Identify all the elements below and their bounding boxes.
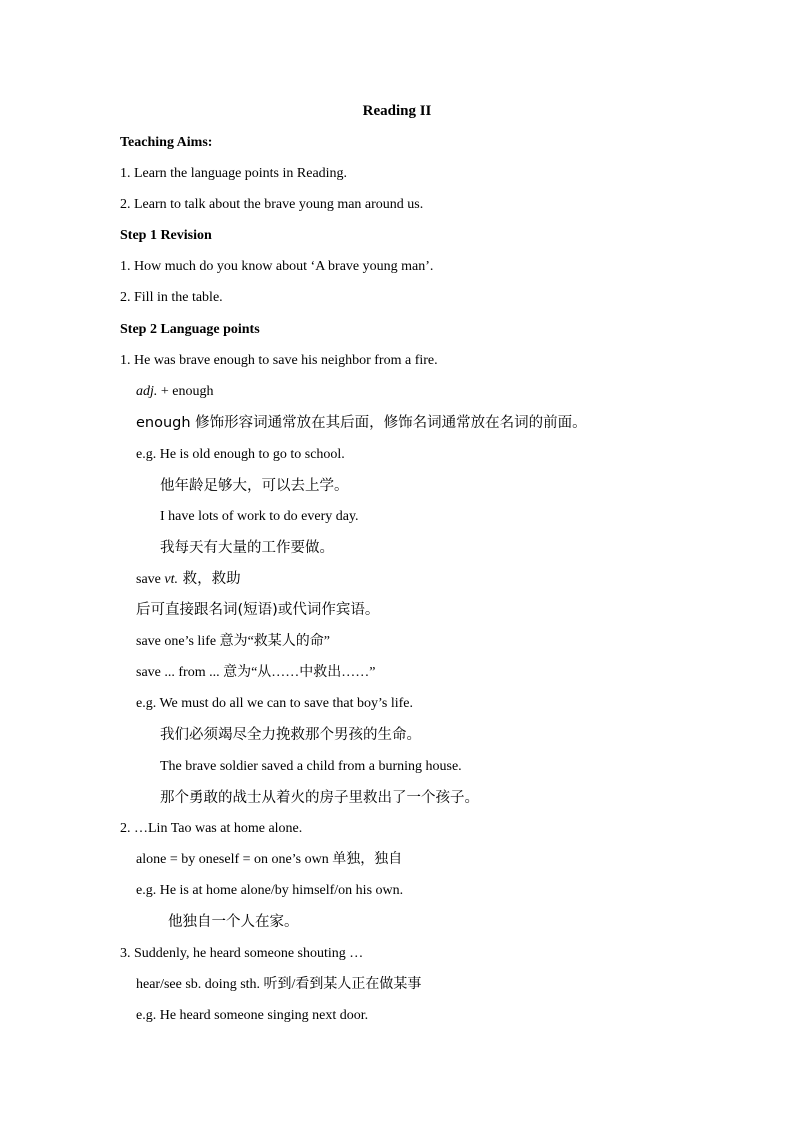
example-3-translation: 我们必须竭尽全力挽救那个男孩的生命。 — [160, 727, 421, 743]
example-3: e.g. We must do all we can to save that boy’s life. — [136, 696, 413, 711]
enough-note: enough 修饰形容词通常放在其后面，修饰名词通常放在名词的前面。 — [136, 415, 587, 431]
step2-heading: Step 2 Language points — [120, 322, 260, 337]
example-4-translation: 那个勇敢的战士从着火的房子里救出了一个孩子。 — [160, 790, 479, 806]
example-2: I have lots of work to do every day. — [160, 509, 359, 524]
point3-sentence: 3. Suddenly, he heard someone shouting … — [120, 946, 364, 961]
example-2-translation: 我每天有大量的工作要做。 — [160, 540, 334, 556]
save-definition — [136, 569, 241, 590]
save-part-of-speech: vt. — [164, 572, 178, 587]
example-5: e.g. He is at home alone/by himself/on his own. — [136, 883, 404, 898]
aim-item-2: 2. Learn to talk about the brave young man around us. — [120, 197, 424, 212]
save-from-phrase: save ... from ... 意为“从……中救出……” — [136, 665, 376, 680]
example-1: e.g. He is old enough to go to school. — [136, 447, 345, 462]
example-1-translation: 他年龄足够大，可以去上学。 — [160, 478, 349, 494]
page-title: Reading II — [362, 103, 432, 119]
step1-heading: Step 1 Revision — [120, 228, 212, 243]
example-5-translation: 他独自一个人在家。 — [168, 914, 299, 930]
save-life-phrase: save one’s life 意为“救某人的命” — [136, 634, 331, 649]
save-word: save — [136, 572, 165, 587]
hear-see-pattern: hear/see sb. doing sth. 听到/看到某人正在做某事 — [136, 977, 422, 992]
adj-enough-pattern — [136, 382, 214, 402]
save-meaning: 救，救助 — [178, 571, 241, 587]
teaching-aims-heading: Teaching Aims: — [120, 135, 213, 150]
point1-sentence: 1. He was brave enough to save his neighbor from a fire. — [120, 353, 438, 368]
point2-sentence: 2. …Lin Tao was at home alone. — [120, 821, 303, 836]
aim-item-1: 1. Learn the language points in Reading. — [120, 166, 348, 181]
adj-abbrev: adj. — [136, 384, 158, 399]
example-6: e.g. He heard someone singing next door. — [136, 1008, 369, 1023]
alone-definition: alone = by oneself = on one’s own 单独，独自 — [136, 852, 403, 867]
step1-item-2: 2. Fill in the table. — [120, 290, 223, 305]
example-4: The brave soldier saved a child from a burning house. — [160, 759, 462, 774]
adj-enough-rest: + enough — [157, 384, 214, 399]
save-note: 后可直接跟名词(短语)或代词作宾语。 — [136, 602, 380, 618]
step1-item-1: 1. How much do you know about ‘A brave young man’. — [120, 259, 434, 274]
